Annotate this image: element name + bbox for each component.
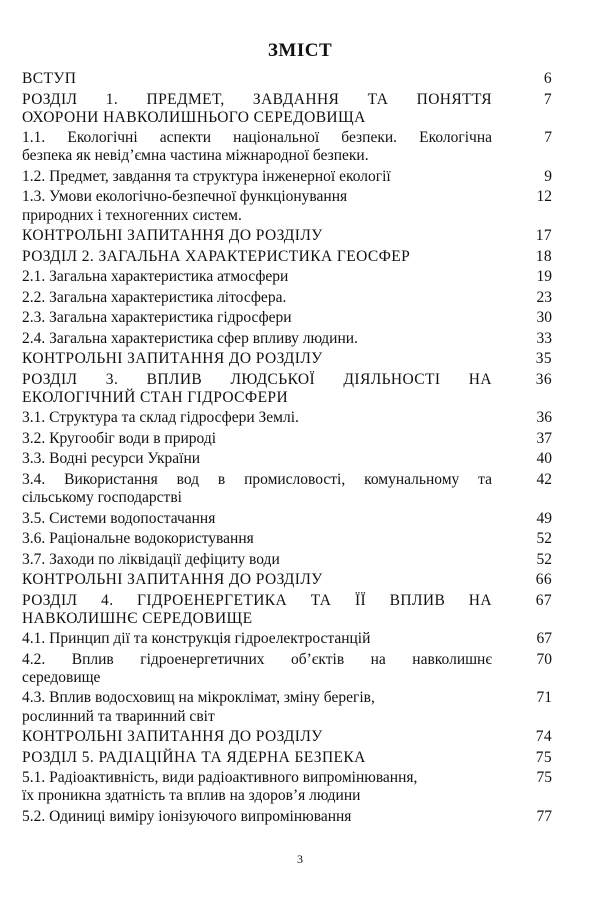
- toc-entry[interactable]: [22, 248, 552, 266]
- toc-entry-title: 3.7. Заходи по ліквідації дефіциту води: [22, 550, 280, 568]
- toc-entry-title: 4.1. Принцип дії та конструкція гідроелектростанцій: [22, 630, 371, 648]
- toc-entry-page-number: 52: [536, 530, 552, 548]
- toc-entry[interactable]: [22, 91, 552, 127]
- toc-entry[interactable]: [22, 808, 552, 826]
- toc-entry-title-continuation: природних і техногенних систем.: [22, 206, 242, 224]
- toc-entry-page-number: 42: [536, 470, 552, 488]
- toc-entry-title: 3.2. Кругообіг води в природі: [22, 429, 217, 447]
- toc-entry-page-number: 7: [543, 90, 552, 108]
- toc-entry-title: 3.1. Структура та склад гідросфери Землі.: [22, 409, 299, 427]
- toc-entry-page-number: 19: [536, 268, 552, 286]
- toc-entry[interactable]: [22, 728, 552, 746]
- toc-entry[interactable]: [22, 330, 552, 348]
- toc-entry[interactable]: [22, 551, 552, 569]
- toc-entry-title-continuation: ОХОРОНИ НАВКОЛИШНЬОГО СЕРЕДОВИЩА: [22, 108, 366, 126]
- toc-entry-title: 4.2. Вплив гідроенергетичних об’єктів на навколишнє: [22, 650, 492, 668]
- toc-entry[interactable]: [22, 430, 552, 448]
- toc-entry-title: РОЗДІЛ 5. РАДІАЦІЙНА ТА ЯДЕРНА БЕЗПЕКА: [22, 748, 366, 766]
- toc-entry-title-continuation: безпека як невід’ємна частина міжнародної безпеки.: [22, 147, 369, 165]
- toc-entry-page-number: 67: [535, 591, 552, 609]
- toc-entry[interactable]: [22, 309, 552, 327]
- toc-entry[interactable]: [22, 268, 552, 286]
- toc-entry-title: 3.6. Раціональне водокористування: [22, 530, 254, 548]
- toc-entry[interactable]: [22, 168, 552, 186]
- toc-entry-page-number: 77: [536, 807, 552, 825]
- toc-entry-page-number: 40: [536, 450, 552, 468]
- toc-entry[interactable]: [22, 749, 552, 767]
- toc-entry-page-number: 9: [544, 167, 552, 185]
- toc-entry-page-number: 71: [536, 689, 552, 707]
- toc-entry[interactable]: [22, 227, 552, 245]
- toc-entry-title: ВСТУП: [22, 70, 77, 87]
- toc-entry[interactable]: [22, 530, 552, 548]
- toc-entry[interactable]: [22, 471, 552, 507]
- toc-entry[interactable]: [22, 289, 552, 307]
- toc-entry[interactable]: [22, 371, 552, 407]
- toc-entry-title-continuation: НАВКОЛИШНЄ СЕРЕДОВИЩЕ: [22, 609, 253, 627]
- toc-entry-page-number: 36: [536, 409, 552, 427]
- toc-entry-page-number: 75: [536, 769, 552, 787]
- toc-entry[interactable]: [22, 571, 552, 589]
- toc-entry[interactable]: [22, 70, 552, 88]
- toc-entry-title: 3.4. Використання вод в промисловості, комунальному та: [22, 470, 492, 488]
- toc-entry-title: 1.1. Екологічні аспекти національної безпеки. Екологічна: [22, 129, 492, 147]
- toc-entry-title: РОЗДІЛ 3. ВПЛИВ ЛЮДСЬКОЇ ДІЯЛЬНОСТІ НА: [22, 370, 492, 388]
- toc-entry-title: РОЗДІЛ 2. ЗАГАЛЬНА ХАРАКТЕРИСТИКА ГЕОСФЕР: [22, 247, 411, 265]
- toc-entry[interactable]: [22, 592, 552, 628]
- toc-entry-page-number: 7: [544, 129, 552, 147]
- toc-entry-title: 3.5. Системи водопостачання: [22, 509, 216, 527]
- toc-entry-page-number: 18: [535, 247, 552, 265]
- toc-entry-title: 2.1. Загальна характеристика атмосфери: [22, 268, 289, 286]
- toc-entry-page-number: 75: [535, 748, 552, 766]
- toc-entry[interactable]: [22, 450, 552, 468]
- toc-entry-page-number: 17: [535, 227, 552, 245]
- toc-entry-title-continuation: середовище: [22, 668, 101, 686]
- toc-entry-title: КОНТРОЛЬНІ ЗАПИТАННЯ ДО РОЗДІЛУ: [22, 350, 323, 368]
- toc-entry-page-number: 70: [536, 650, 552, 668]
- toc-entry-title: КОНТРОЛЬНІ ЗАПИТАННЯ ДО РОЗДІЛУ: [22, 728, 323, 746]
- toc-entry-page-number: 33: [536, 329, 552, 347]
- toc-entry-title-continuation: рослинний та тваринний світ: [22, 707, 215, 725]
- toc-entry-title-continuation: їх проникна здатність та вплив на здоров’я людини: [22, 787, 361, 805]
- toc-entry[interactable]: [22, 350, 552, 368]
- page-title: ЗМІСТ: [267, 40, 333, 61]
- toc-entry-title: РОЗДІЛ 4. ГІДРОЕНЕРГЕТИКА ТА ЇЇ ВПЛИВ НА: [22, 591, 492, 609]
- toc-entry-page-number: 52: [536, 550, 552, 568]
- toc-entry-title: РОЗДІЛ 1. ПРЕДМЕТ, ЗАВДАННЯ ТА ПОНЯТТЯ: [22, 90, 492, 108]
- toc-entry-page-number: 12: [536, 188, 552, 206]
- toc-entry-page-number: 67: [536, 630, 552, 648]
- toc-entry-title: 4.3. Вплив водосховищ на мікроклімат, зміну берегів,: [22, 689, 375, 707]
- toc-entry-page-number: 66: [535, 571, 552, 589]
- toc-entry-title: 2.3. Загальна характеристика гідросфери: [22, 309, 292, 327]
- toc-entry-title: 1.3. Умови екологічно-безпечної функціонування: [22, 188, 348, 206]
- toc-entry-page-number: 37: [536, 429, 552, 447]
- toc-entry[interactable]: [22, 129, 552, 165]
- toc-entry-page-number: 49: [536, 509, 552, 527]
- toc-entry-title: 1.2. Предмет, завдання та структура інженерної екології: [22, 167, 391, 185]
- toc-entry-page-number: 23: [536, 288, 552, 306]
- toc-entry[interactable]: [22, 188, 552, 224]
- table-of-contents: [22, 70, 552, 828]
- toc-entry-title: КОНТРОЛЬНІ ЗАПИТАННЯ ДО РОЗДІЛУ: [22, 571, 323, 589]
- toc-entry-page-number: 74: [535, 728, 552, 746]
- toc-entry-title: 2.4. Загальна характеристика сфер впливу людини.: [22, 329, 358, 347]
- toc-entry-title: 5.2. Одиниці виміру іонізуючого випромінювання: [22, 807, 352, 825]
- toc-entry-title-continuation: ЕКОЛОГІЧНИЙ СТАН ГІДРОСФЕРИ: [22, 388, 289, 406]
- toc-entry-title: 5.1. Радіоактивність, види радіоактивного випромінювання,: [22, 769, 418, 787]
- toc-entry[interactable]: [22, 689, 552, 725]
- toc-entry[interactable]: [22, 651, 552, 687]
- page-number: 3: [297, 852, 303, 866]
- toc-entry-title: 3.3. Водні ресурси України: [22, 450, 201, 468]
- toc-entry[interactable]: [22, 630, 552, 648]
- toc-entry-page-number: 6: [543, 70, 552, 87]
- toc-entry-page-number: 36: [535, 370, 552, 388]
- toc-entry-page-number: 35: [535, 350, 552, 368]
- toc-entry[interactable]: [22, 510, 552, 528]
- toc-entry-page-number: 30: [536, 309, 552, 327]
- toc-entry[interactable]: [22, 409, 552, 427]
- toc-entry-title: 2.2. Загальна характеристика літосфера.: [22, 288, 287, 306]
- toc-entry[interactable]: [22, 769, 552, 805]
- toc-entry-title-continuation: сільському господарстві: [22, 489, 182, 507]
- toc-entry-title: КОНТРОЛЬНІ ЗАПИТАННЯ ДО РОЗДІЛУ: [22, 227, 323, 245]
